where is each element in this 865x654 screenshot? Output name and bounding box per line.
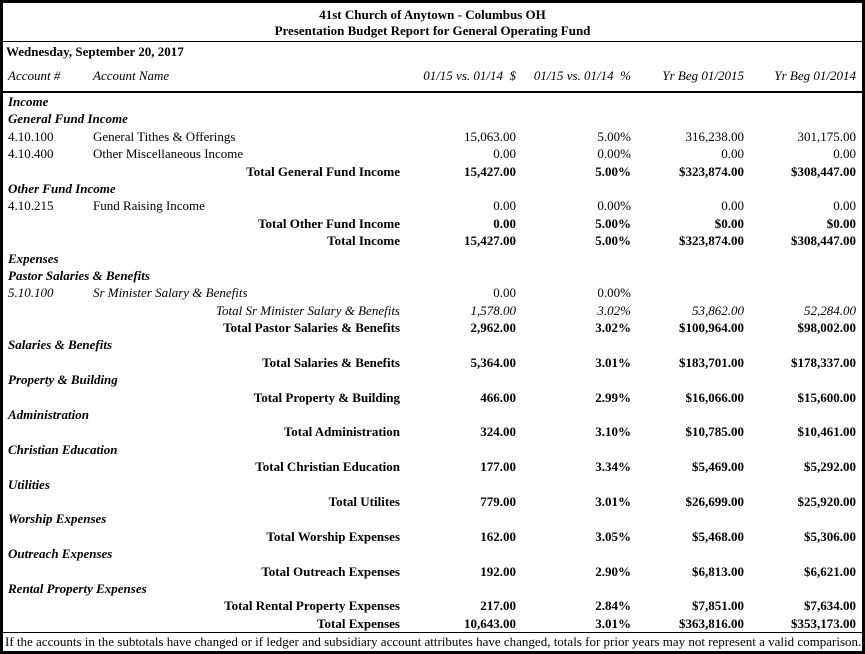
account-name: Other Miscellaneous Income — [93, 146, 244, 162]
amount-yr-2015: 0.00 — [721, 146, 744, 162]
total-label: Total Christian Education — [255, 459, 400, 475]
total-label: Total Sr Minister Salary & Benefits — [215, 302, 400, 318]
amount-percent-change: 5.00% — [597, 128, 631, 144]
amount-yr-2014: $25,920.00 — [797, 493, 856, 509]
column-header-dollar-change: 01/15 vs. 01/14 $ — [423, 68, 516, 83]
total-label: Total General Fund Income — [246, 163, 400, 179]
report-subtitle: Presentation Budget Report for General Operating Fund — [274, 23, 591, 38]
account-row — [3, 284, 862, 301]
amount-yr-2015: $5,468.00 — [692, 528, 744, 544]
amount-percent-change: 3.01% — [595, 354, 631, 370]
total-row — [3, 423, 862, 440]
amount-percent-change: 0.00% — [597, 146, 631, 162]
section-row — [3, 510, 862, 527]
amount-yr-2015 — [631, 284, 744, 301]
column-header-row — [3, 61, 862, 91]
amount-yr-2014: 0.00 — [833, 198, 856, 214]
section-row — [3, 250, 862, 267]
amount-dollar-change: 0.00 — [493, 198, 516, 214]
amount-yr-2014: $5,292.00 — [804, 459, 856, 475]
account-number — [8, 528, 90, 545]
column-header-yr-2014: Yr Beg 01/2014 — [774, 68, 856, 83]
section-row — [3, 476, 862, 493]
total-row — [3, 493, 862, 510]
account-row — [3, 128, 862, 145]
total-label: Total Salaries & Benefits — [262, 354, 400, 370]
account-number: 4.10.100 — [8, 128, 54, 144]
amount-yr-2015: $363,816.00 — [679, 615, 744, 631]
amount-dollar-change: 779.00 — [480, 493, 516, 509]
amount-dollar-change: 15,427.00 — [464, 233, 516, 249]
amount-yr-2015: $0.00 — [714, 215, 744, 231]
amount-dollar-change: 466.00 — [480, 389, 516, 405]
section-label: Income — [8, 94, 49, 109]
account-row — [3, 197, 862, 214]
total-row — [3, 458, 862, 475]
account-number — [8, 163, 90, 180]
amount-yr-2015: 53,862.00 — [692, 302, 744, 318]
amount-percent-change: 2.99% — [595, 389, 631, 405]
section-row — [3, 406, 862, 423]
total-row — [3, 302, 862, 319]
amount-dollar-change: 1,578.00 — [470, 302, 516, 318]
amount-percent-change: 3.10% — [595, 424, 631, 440]
total-label: Total Worship Expenses — [266, 528, 400, 544]
total-row — [3, 354, 862, 371]
amount-percent-change: 0.00% — [597, 198, 631, 214]
amount-dollar-change: 10,643.00 — [464, 615, 516, 631]
amount-dollar-change: 0.00 — [493, 215, 516, 231]
account-number — [8, 215, 90, 232]
amount-dollar-change: 217.00 — [480, 598, 516, 614]
amount-percent-change: 3.02% — [597, 302, 631, 318]
account-number — [8, 302, 90, 319]
section-row — [3, 180, 862, 197]
amount-yr-2015: $26,699.00 — [685, 493, 744, 509]
amount-yr-2014: 301,175.00 — [797, 128, 856, 144]
account-number — [8, 493, 90, 510]
amount-yr-2015: $6,813.00 — [692, 563, 744, 579]
total-row — [3, 319, 862, 336]
account-number: 5.10.100 — [8, 285, 54, 301]
total-row — [3, 163, 862, 180]
total-label: Total Pastor Salaries & Benefits — [223, 320, 400, 336]
section-row — [3, 371, 862, 388]
section-label: Outreach Expenses — [8, 546, 113, 562]
account-name: General Tithes & Offerings — [93, 128, 236, 144]
account-number — [8, 354, 90, 371]
section-row — [3, 93, 862, 110]
amount-yr-2015: $16,066.00 — [685, 389, 744, 405]
amount-yr-2015: $5,469.00 — [692, 459, 744, 475]
amount-yr-2014: $7,634.00 — [804, 598, 856, 614]
section-row — [3, 336, 862, 353]
amount-yr-2014: $0.00 — [826, 215, 856, 231]
amount-yr-2014: $5,306.00 — [804, 528, 856, 544]
amount-percent-change: 5.00% — [595, 233, 631, 249]
column-header-percent-change: 01/15 vs. 01/14 % — [533, 68, 631, 83]
amount-yr-2014: $15,600.00 — [797, 389, 856, 405]
amount-yr-2015: $323,874.00 — [679, 233, 744, 249]
amount-percent-change: 3.34% — [595, 459, 631, 475]
amount-yr-2014: 0.00 — [833, 146, 856, 162]
amount-percent-change: 5.00% — [595, 163, 631, 179]
section-label: Expenses — [8, 250, 59, 266]
account-number — [8, 319, 90, 336]
section-row — [3, 441, 862, 458]
section-label: Pastor Salaries & Benefits — [8, 267, 150, 283]
account-name: Fund Raising Income — [93, 198, 205, 214]
section-row — [3, 267, 862, 284]
total-row — [3, 528, 862, 545]
amount-yr-2014: $308,447.00 — [791, 163, 856, 179]
report-title: 41st Church of Anytown - Columbus OH — [319, 7, 546, 22]
footer-note: If the accounts in the subtotals have changed or if ledger and subsidiary account attributes have changed, totals for prior years may not represent a valid comparison. — [5, 634, 862, 650]
account-number — [8, 232, 90, 249]
amount-yr-2014: $178,337.00 — [791, 354, 856, 370]
total-row — [3, 563, 862, 580]
amount-percent-change: 5.00% — [595, 215, 631, 231]
amount-dollar-change: 192.00 — [480, 563, 516, 579]
amount-percent-change: 3.02% — [595, 320, 631, 336]
amount-dollar-change: 5,364.00 — [470, 354, 516, 370]
total-label: Total Property & Building — [253, 389, 400, 405]
amount-percent-change: 3.01% — [595, 493, 631, 509]
amount-dollar-change: 15,427.00 — [464, 163, 516, 179]
amount-percent-change: 2.90% — [595, 563, 631, 579]
section-row — [3, 580, 862, 597]
report-date: Wednesday, September 20, 2017 — [6, 44, 184, 59]
amount-dollar-change: 177.00 — [480, 459, 516, 475]
section-row — [3, 110, 862, 127]
section-label: Other Fund Income — [8, 180, 116, 196]
account-number — [8, 563, 90, 580]
amount-yr-2014 — [744, 284, 856, 301]
section-label: Worship Expenses — [8, 511, 107, 527]
amount-dollar-change: 15,063.00 — [464, 128, 516, 144]
account-row — [3, 145, 862, 162]
total-row — [3, 597, 862, 614]
total-row — [3, 232, 862, 249]
total-label: Total Other Fund Income — [258, 215, 400, 231]
account-number — [8, 615, 90, 632]
account-number: 4.10.400 — [8, 146, 54, 162]
amount-yr-2015: $7,851.00 — [692, 598, 744, 614]
account-number — [8, 389, 90, 406]
section-label: Utilities — [8, 476, 50, 492]
amount-yr-2015: $10,785.00 — [685, 424, 744, 440]
amount-dollar-change: 324.00 — [480, 424, 516, 440]
amount-dollar-change: 2,962.00 — [470, 320, 516, 336]
section-label: Administration — [8, 407, 89, 423]
total-label: Total Expenses — [317, 615, 400, 631]
amount-yr-2014: 52,284.00 — [804, 302, 856, 318]
total-label: Total Utilites — [328, 493, 400, 509]
total-label: Total Outreach Expenses — [261, 563, 400, 579]
amount-dollar-change: 0.00 — [493, 285, 516, 301]
total-label: Total Administration — [283, 424, 400, 440]
amount-yr-2014: $353,173.00 — [791, 615, 856, 631]
amount-yr-2015: 316,238.00 — [685, 128, 744, 144]
account-number — [8, 458, 90, 475]
account-number: 4.10.215 — [8, 198, 54, 214]
amount-dollar-change: 0.00 — [493, 146, 516, 162]
amount-dollar-change: 162.00 — [480, 528, 516, 544]
total-label: Total Rental Property Expenses — [224, 598, 400, 614]
column-header-yr-2015: Yr Beg 01/2015 — [662, 68, 744, 83]
account-name: Sr Minister Salary & Benefits — [93, 285, 248, 301]
section-label: General Fund Income — [8, 111, 128, 127]
section-label: Property & Building — [8, 372, 118, 388]
amount-percent-change: 2.84% — [595, 598, 631, 614]
amount-yr-2015: 0.00 — [721, 198, 744, 214]
total-label: Total Income — [327, 233, 400, 249]
amount-yr-2014: $10,461.00 — [797, 424, 856, 440]
amount-yr-2015: $323,874.00 — [679, 163, 744, 179]
amount-percent-change: 3.05% — [595, 528, 631, 544]
amount-percent-change: 3.01% — [595, 615, 631, 631]
column-header-account-number: Account # — [8, 68, 61, 83]
section-label: Salaries & Benefits — [8, 337, 113, 353]
report-rows — [3, 93, 862, 632]
column-header-account-name: Account Name — [93, 68, 170, 83]
amount-yr-2014: $98,002.00 — [797, 320, 856, 336]
amount-yr-2014: $6,621.00 — [804, 563, 856, 579]
account-number — [8, 597, 90, 614]
amount-percent-change: 0.00% — [597, 285, 631, 301]
section-row — [3, 545, 862, 562]
total-row — [3, 215, 862, 232]
account-number — [8, 423, 90, 440]
total-row — [3, 389, 862, 406]
amount-yr-2015: $100,964.00 — [679, 320, 744, 336]
amount-yr-2015: $183,701.00 — [679, 354, 744, 370]
total-row — [3, 615, 862, 632]
section-label: Rental Property Expenses — [8, 580, 147, 596]
amount-yr-2014: $308,447.00 — [791, 233, 856, 249]
section-label: Christian Education — [8, 441, 118, 457]
report-header — [3, 3, 862, 39]
